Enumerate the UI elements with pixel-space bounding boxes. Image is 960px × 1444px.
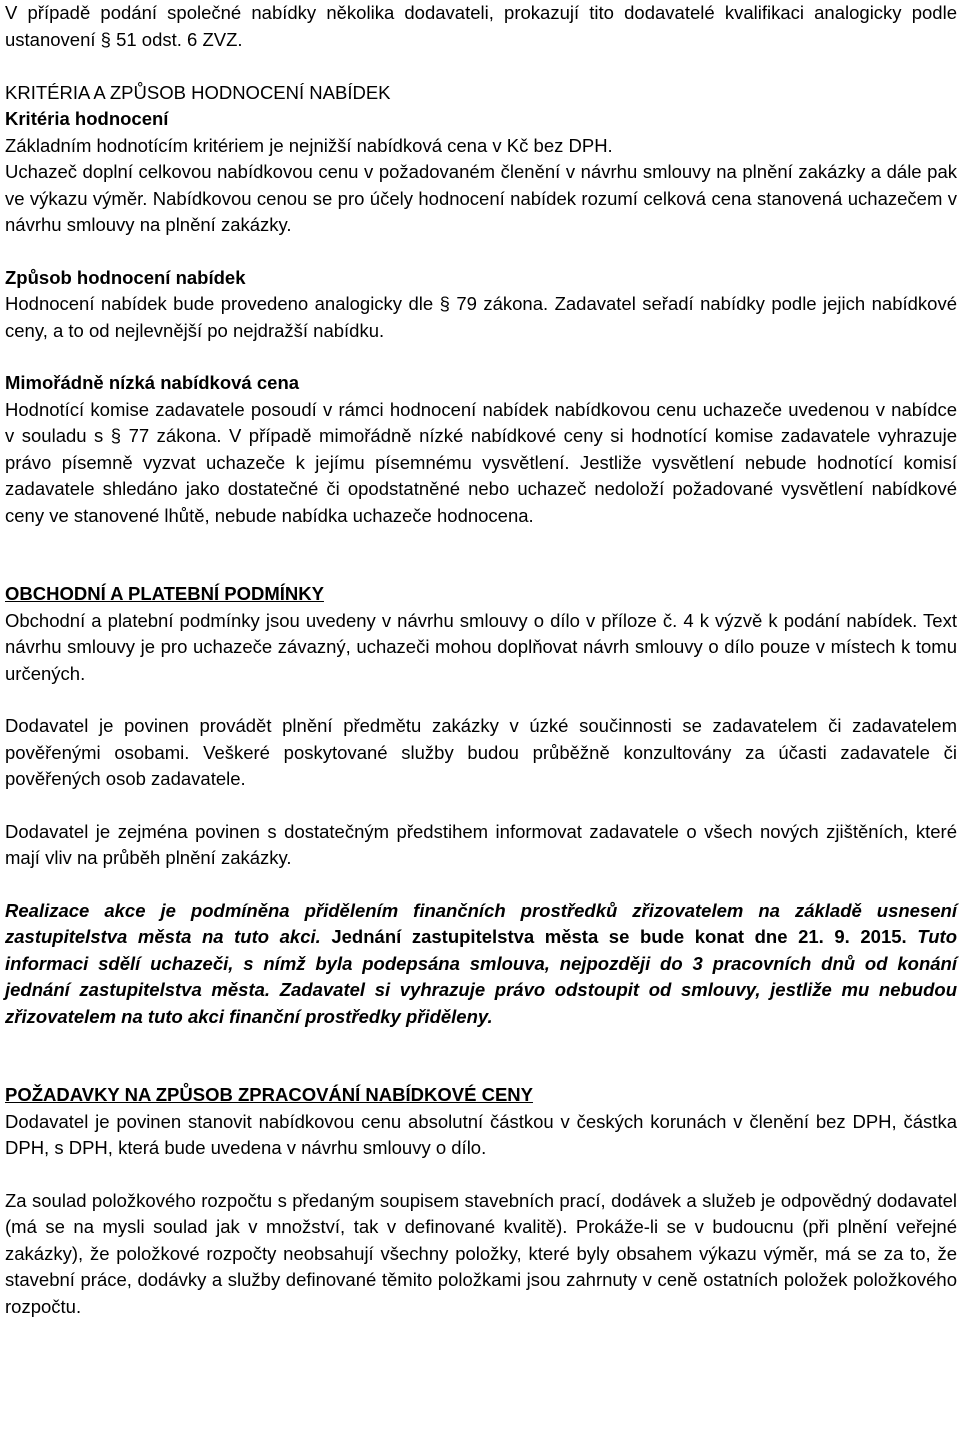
spacer — [5, 239, 957, 265]
spacer — [5, 793, 957, 819]
business-paragraph-information: Dodavatel je zejména povinen s dostatečným předstihem informovat zadavatele o všech nových zjištěních, které mají vliv na průběh plnění zakázky. — [5, 820, 957, 868]
criteria-paragraph-main-criterion: Základním hodnotícím kritériem je nejnižší nabídková cena v Kč bez DPH. — [5, 134, 613, 156]
business-paragraph-cooperation: Dodavatel je povinen provádět plnění předmětu zakázky v úzké součinnosti se zadavatelem či zadavatelem pověřenými osobami. Veškeré poskytované služby budou průběžně konzultovány za účasti zadavatele či pověřených osob zadavatele. — [5, 715, 957, 789]
business-paragraph-terms: Obchodní a platební podmínky jsou uvedeny v návrhu smlouvy o dílo v příloze č. 4 k výzvě k podání nabídek. Text návrhu smlouvy je pro uchazeče závazný, uchazeči mohou doplňovat návrh smlouvy o dílo pouze v místech k tomu určených. — [5, 609, 957, 684]
funding-text-meeting-date: Jednání zastupitelstva města se bude konat dne 21. 9. 2015. — [320, 926, 918, 947]
price-heading: POŽADAVKY NA ZPŮSOB ZPRACOVÁNÍ NABÍDKOVÉ CENY — [5, 1084, 533, 1105]
criteria-subheading-low-price: Mimořádně nízká nabídková cena — [5, 372, 300, 393]
criteria-subheading-evaluation: Kritéria hodnocení — [5, 108, 169, 129]
price-paragraph-itemized-budget: Za soulad položkového rozpočtu s předaným soupisem stavebních prací, dodávek a služeb je odpovědný dodavatel (má se na mysli soulad jak v množství, tak v definované kvalitě). Prokáže-li se v budoucnu (při plnění veřejné zakázky), že položkové rozpočty neobsahují všechny položky, které byly obsahem výkazu výměr, má se za to, že stavební práce, dodávky a služby definované těmito položkami jsou zahrnuty v ceně ostatních položek položkového rozpočtu. — [5, 1189, 957, 1317]
criteria-paragraph-method: Hodnocení nabídek bude provedeno analogicky dle § 79 zákona. Zadavatel seřadí nabídky podle jejich nabídkové ceny, a to od nejlevnější po nejdražší nabídku. — [5, 293, 957, 341]
funding-text-2: Tuto informaci sdělí uchazeči, s nímž byla podepsána smlouva, nejpozději do 3 pracovních dnů od konání jednání zastupitelstva města. Zadavatel si vyhrazuje právo odstoupit od smlouvy, jestliže mu nebudou zřizovatelem na tuto akci finanční prostředky přiděleny. — [5, 926, 957, 1027]
spacer — [5, 529, 957, 581]
spacer — [5, 872, 957, 898]
spacer — [5, 53, 957, 80]
criteria-paragraph-low-price: Hodnotící komise zadavatele posoudí v rámci hodnocení nabídek nabídkovou cenu uchazeče uvedenou v nabídce v souladu s § 77 zákona. V případě mimořádně nízké nabídkové ceny si hodnotící komise zadavatele vyhrazuje právo písemně vyzvat uchazeče k jejímu písemnému vysvětlení. Jestliže vysvětlení nebude hodnotící komisí zadavatele shledáno jako dostatečné či opodstatněné nebo uchazeč nedoloží požadované vysvětlení nabídkové ceny ve stanovené lhůtě, nebude nabídka uchazeče hodnocena. — [5, 398, 957, 526]
criteria-subheading-method: Způsob hodnocení nabídek — [5, 266, 246, 288]
funding-text-1: Realizace akce je podmíněna přidělením finančních prostředků zřizovatelem na základě usnesení zastupitelstva města na tuto akci. — [5, 899, 957, 947]
business-heading: OBCHODNÍ A PLATEBNÍ PODMÍNKY — [5, 583, 324, 604]
spacer — [5, 344, 957, 370]
business-paragraph-funding-condition — [5, 898, 957, 1031]
criteria-heading: KRITÉRIA A ZPŮSOB HODNOCENÍ NABÍDEK — [5, 81, 391, 103]
spacer — [5, 1030, 957, 1082]
spacer — [5, 687, 957, 713]
criteria-paragraph-price-definition: Uchazeč doplní celkovou nabídkovou cenu v požadovaném členění v návrhu smlouvy na plnění zakázky a dále pak ve výkazu výměr. Nabídkovou cenou se pro účely hodnocení nabídek rozumí celková cena stanovená uchazečem v návrhu smlouvy na plnění zakázky. — [5, 161, 957, 235]
spacer — [5, 1162, 957, 1188]
intro-paragraph: V případě podání společné nabídky několika dodavateli, prokazují tito dodavatelé kvalifikaci analogicky podle ustanovení § 51 odst. 6 ZVZ. — [5, 2, 957, 50]
price-paragraph-absolute: Dodavatel je povinen stanovit nabídkovou cenu absolutní částkou v českých korunách v členění bez DPH, částka DPH, s DPH, která bude uvedena v návrhu smlouvy o dílo. — [5, 1110, 957, 1158]
